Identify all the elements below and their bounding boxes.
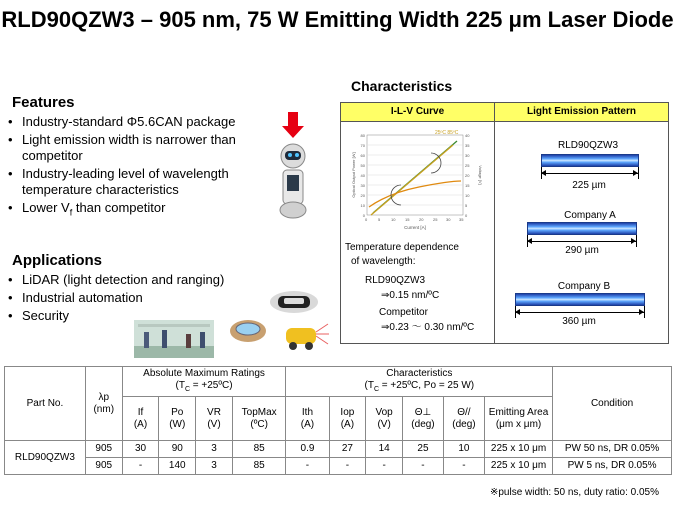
table-row — [5, 441, 672, 458]
feature-item: • Lower $V_f$ than competitor — [0, 200, 280, 221]
header-wavelength: λp (nm) — [85, 367, 122, 441]
spec-table — [4, 366, 672, 475]
col-header: VR (V) — [196, 397, 233, 441]
cell: 90 — [159, 441, 196, 458]
temp-dependence-label: of wavelength: — [351, 256, 416, 267]
width-dimension-arrow — [541, 173, 638, 174]
cell: 0.9 — [286, 441, 329, 458]
x-ticks — [365, 217, 464, 222]
x-tick-label: 30 — [446, 217, 451, 222]
x-tick-label: 10 — [391, 217, 396, 222]
y-tick-label: 5 — [465, 203, 468, 208]
ilv-chart — [349, 127, 489, 235]
width-dimension-arrow — [515, 312, 644, 313]
y-tick-label: 60 — [360, 153, 365, 158]
width-dimension-arrow — [527, 241, 636, 242]
x-axis-label: Current [A] — [404, 225, 426, 230]
cell: 85 — [232, 458, 286, 475]
col-header: Θ// (deg) — [443, 397, 484, 441]
y-tick-label: 20 — [360, 193, 365, 198]
cell: 14 — [366, 441, 403, 458]
emitter-label-company-a: Company A — [564, 210, 616, 221]
emission-bar-company-b — [515, 293, 645, 306]
ilv-curve-heading: I-L-V Curve — [341, 103, 494, 122]
emitter-width-rld90qzw3: 225 µm — [572, 180, 606, 191]
features-list — [0, 114, 280, 223]
cell: 85 — [232, 441, 286, 458]
characteristics-panel — [340, 102, 669, 344]
y-tick-label: 0 — [362, 213, 365, 218]
header-characteristics: Characteristics ($T_C$ = +25ºC, Po = 25 W) — [286, 367, 553, 397]
y-tick-label: 50 — [360, 163, 365, 168]
emitter-label-company-b: Company B — [557, 281, 611, 292]
temp-competitor-value: ⇒0.23 〜 0.30 nm/ºC — [381, 322, 475, 333]
col-header: If (A) — [122, 397, 159, 441]
car-image — [268, 288, 320, 316]
emission-bar-rld90qzw3 — [541, 154, 639, 167]
cell: - — [403, 458, 444, 475]
temp-competitor-name: Competitor — [379, 307, 428, 318]
y-tick-label: 80 — [360, 133, 365, 138]
characteristics-heading: Characteristics — [351, 78, 453, 94]
cell-part-name: RLD90QZW3 — [5, 441, 86, 475]
y-tick-label: 30 — [465, 153, 470, 158]
cell: 10 — [443, 441, 484, 458]
y-tick-label: 10 — [465, 193, 470, 198]
header-part-no: Part No. — [5, 367, 86, 441]
column-divider — [494, 103, 495, 343]
cell: 225 x 10 μm — [484, 441, 552, 458]
temp-part-name: RLD90QZW3 — [365, 275, 426, 286]
temp-part-value: ⇒0.15 nm/ºC — [381, 290, 440, 301]
table-row — [5, 458, 672, 475]
cell: - — [122, 458, 159, 475]
x-tick-label: 5 — [378, 217, 381, 222]
features-heading: Features — [12, 94, 75, 111]
footnote: ※pulse width: 50 ns, duty ratio: 0.05% — [489, 487, 659, 498]
col-header: Ith (A) — [286, 397, 329, 441]
y-right-ticks — [465, 133, 470, 218]
robot-illustration — [274, 110, 318, 222]
y-tick-label: 0 — [465, 213, 468, 218]
factory-image — [134, 320, 214, 358]
cell: 3 — [196, 458, 233, 475]
cell: - — [329, 458, 366, 475]
cell: 27 — [329, 441, 366, 458]
cell: 905 — [85, 458, 122, 475]
y-axis-label-left: Optical Output Power [W] — [351, 152, 356, 198]
col-header-emitting-area: Emitting Area (μm x μm) — [484, 397, 552, 441]
emitter-width-company-a: 290 µm — [565, 245, 599, 256]
application-item: • LiDAR (light detection and ranging) — [0, 272, 280, 288]
legend-text: 25ºC 85ºC — [435, 130, 459, 136]
y-tick-label: 10 — [360, 203, 365, 208]
application-item: • Industrial automation — [0, 290, 280, 306]
col-header: Iop (A) — [329, 397, 366, 441]
x-tick-label: 35 — [459, 217, 464, 222]
x-tick-label: 20 — [419, 217, 424, 222]
y-tick-label: 30 — [360, 183, 365, 188]
x-tick-label: 15 — [405, 217, 410, 222]
col-header: Vop (V) — [366, 397, 403, 441]
emitter-label-rld90qzw3: RLD90QZW3 — [557, 140, 618, 151]
y-left-ticks — [361, 133, 366, 218]
cell: - — [366, 458, 403, 475]
col-header: Θ⊥ (deg) — [403, 397, 444, 441]
feature-item: • Industry-standard Φ5.6CAN package — [0, 114, 280, 130]
y-tick-label: 40 — [465, 133, 470, 138]
x-tick-label: 0 — [365, 217, 368, 222]
applications-heading: Applications — [12, 252, 103, 269]
cell: 905 — [85, 441, 122, 458]
y-tick-label: 20 — [465, 173, 470, 178]
header-condition: Condition — [553, 367, 672, 441]
vehicle-image — [282, 318, 330, 354]
emission-pattern-heading: Light Emission Pattern — [495, 103, 668, 122]
emission-bar-company-a — [527, 222, 637, 235]
cell: - — [286, 458, 329, 475]
cell: 3 — [196, 441, 233, 458]
y-tick-label: 40 — [360, 173, 365, 178]
cell: - — [443, 458, 484, 475]
y-tick-label: 70 — [360, 143, 365, 148]
x-tick-label: 25 — [433, 217, 438, 222]
y-tick-label: 15 — [465, 183, 470, 188]
temp-dependence-label: Temperature dependence — [345, 242, 459, 253]
cell: 25 — [403, 441, 444, 458]
col-header: TopMax (ºC) — [232, 397, 286, 441]
cell: PW 50 ns, DR 0.05% — [553, 441, 672, 458]
y-tick-label: 35 — [465, 143, 470, 148]
cell: 225 x 10 μm — [484, 458, 552, 475]
y-tick-label: 25 — [465, 163, 470, 168]
cell: 30 — [122, 441, 159, 458]
feature-item: • Light emission width is narrower than competitor — [0, 132, 280, 164]
col-header: Po (W) — [159, 397, 196, 441]
feature-item: • Industry-leading level of wavelength temperature characteristics — [0, 166, 280, 198]
emitter-width-company-b: 360 µm — [562, 316, 596, 327]
sensor-image — [228, 316, 268, 346]
cell: PW 5 ns, DR 0.05% — [553, 458, 672, 475]
y-axis-label-right: Voltage [V] — [478, 165, 483, 185]
application-item: • Security — [0, 308, 280, 324]
page-title: RLD90QZW3 – 905 nm, 75 W Emitting Width 225 μm Laser Diode — [1, 7, 674, 32]
header-abs-max: Absolute Maximum Ratings ($T_C$ = +25ºC) — [122, 367, 286, 397]
cell: 140 — [159, 458, 196, 475]
